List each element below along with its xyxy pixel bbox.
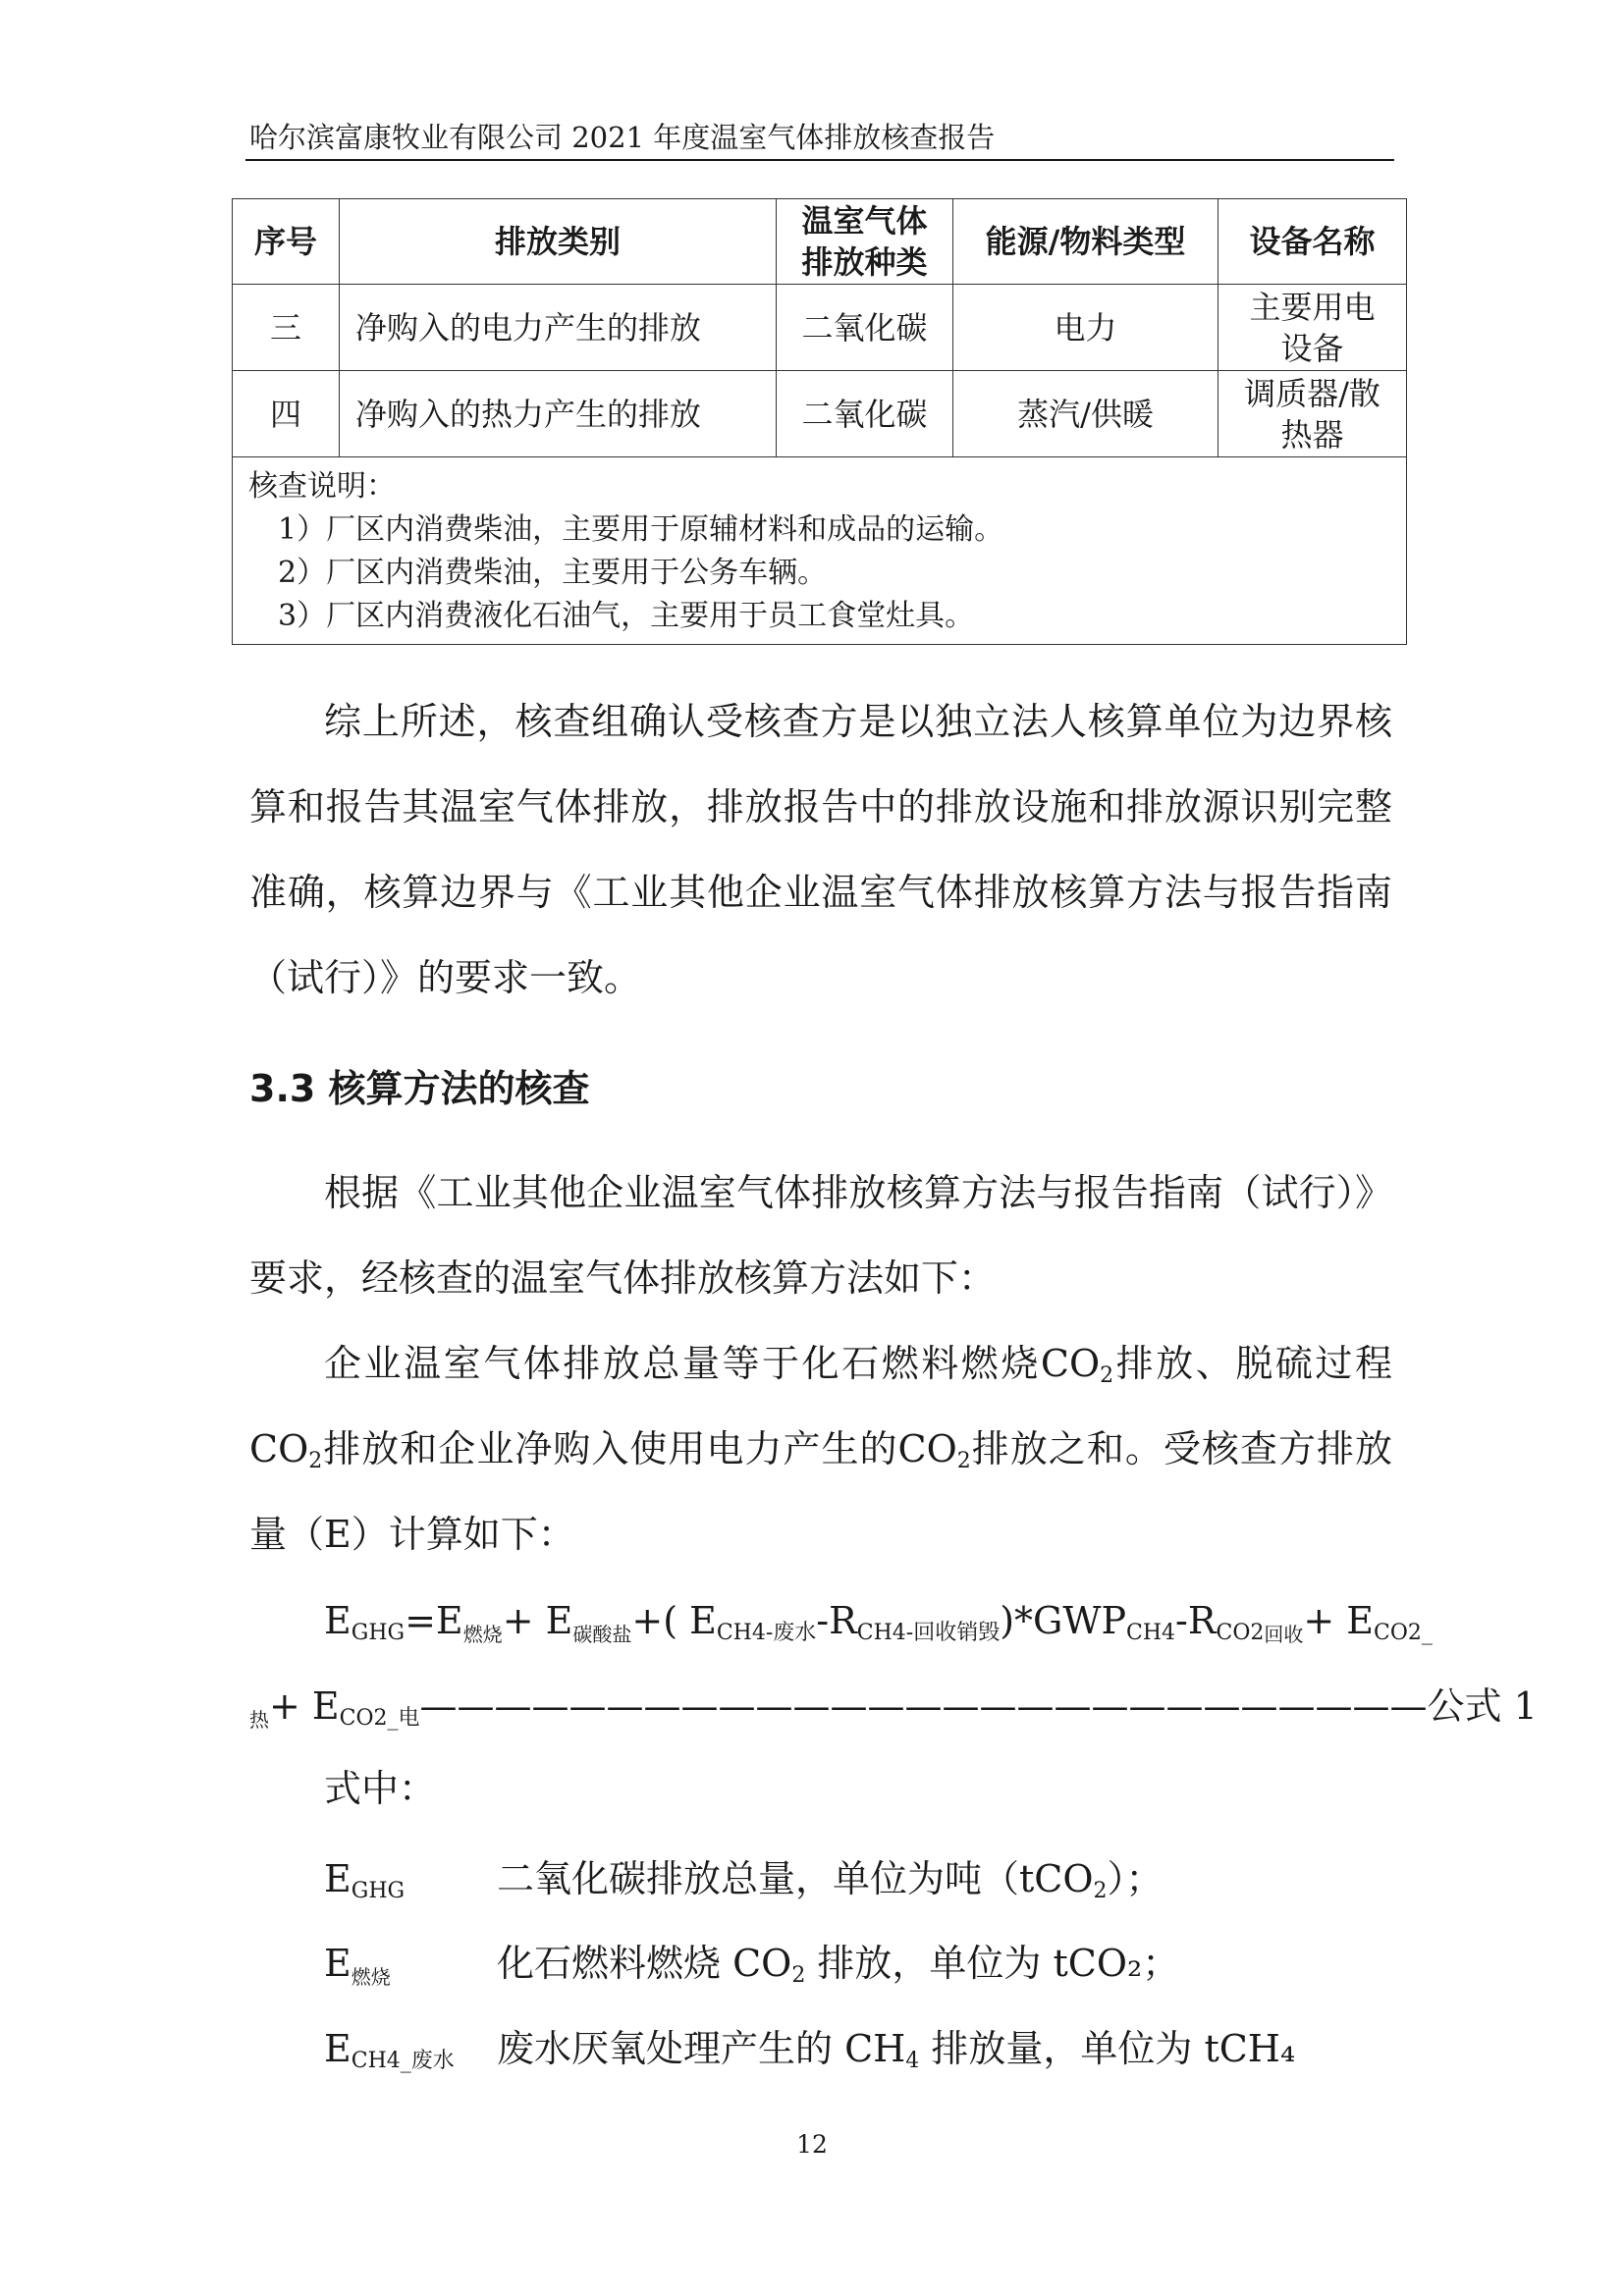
formula-line-1: $E_{GHG}=E_{燃烧}+ E_{碳酸盐}+$( $E_{CH4-废水}-R_{CH4-回收销毁})*GWP_{CH4}-R_{CO2回收}+ E_{CO2\_}$ xyxy=(324,1599,1433,1646)
definition-row: $E_{GHG}$ 二氧化碳排放总量，单位为吨（tCO$_2$）； xyxy=(324,1849,1164,1908)
total-intro-p2: 排放、脱硫过程 xyxy=(1113,1342,1392,1385)
notes-title: 核查说明： xyxy=(248,469,396,504)
definition-row: $E_{CH4\_废水}$ 废水厌氧处理产生的 $CH_4$ 排放量，单位为 tCH₄ xyxy=(324,2019,1295,2078)
subscript: 2 xyxy=(956,1449,971,1473)
definition-term: $E_{燃烧}$ xyxy=(324,1942,391,1989)
subscript: 2 xyxy=(1100,1363,1114,1388)
total-intro-p4: 排放之和。受核查方排放量（E）计算如下： xyxy=(249,1427,1392,1556)
cell-category: 净购入的电力产生的排放 xyxy=(340,285,777,371)
note-item: 2）厂区内消费柴油，主要用于公务车辆。 xyxy=(278,556,828,590)
definition-term: $E_{GHG}$ xyxy=(324,1857,406,1903)
col-header-no: 序号 xyxy=(233,199,340,285)
cell-equipment: 调质器/散热器 xyxy=(1218,371,1407,457)
col-header-category: 排放类别 xyxy=(340,199,777,285)
co2-text: CO xyxy=(249,1427,309,1470)
definition-row: $E_{燃烧}$ 化石燃料燃烧 $CO_2$ 排放，单位为 tCO₂； xyxy=(324,1934,1179,1993)
header-rule xyxy=(245,159,1394,161)
cell-category: 净购入的热力产生的排放 xyxy=(340,371,777,457)
method-intro-text: 根据《工业其他企业温室气体排放核算方法与报告指南（试行）》要求，经核查的温室气体排放核算方法如下： xyxy=(249,1171,1392,1300)
col-header-gas: 温室气体排放种类 xyxy=(777,199,953,285)
cell-no: 三 xyxy=(233,285,340,371)
emission-sources-table xyxy=(232,198,1407,645)
table-row xyxy=(233,371,1407,457)
cell-gas: 二氧化碳 xyxy=(777,371,953,457)
subscript: 2 xyxy=(308,1449,323,1473)
note-item: 1）厂区内消费柴油，主要用于原辅材料和成品的运输。 xyxy=(278,512,1004,547)
verification-notes xyxy=(233,457,1407,645)
formula-dash: ——————————————————————————— xyxy=(419,1684,1428,1728)
co2-text: CO xyxy=(897,1427,957,1470)
method-intro-paragraph xyxy=(249,1150,1392,1321)
cell-no: 四 xyxy=(233,371,340,457)
where-label: 式中： xyxy=(324,1767,437,1810)
note-item: 3）厂区内消费液化石油气，主要用于员工食堂灶具。 xyxy=(278,599,975,633)
cell-gas: 二氧化碳 xyxy=(777,285,953,371)
section-title: 3.3 核算方法的核查 xyxy=(249,1067,590,1110)
co2-text: CO xyxy=(1040,1342,1101,1385)
page-number: 12 xyxy=(796,2130,828,2159)
cell-energy: 蒸汽/供暖 xyxy=(953,371,1218,457)
formula-label: 公式 1 xyxy=(1427,1684,1538,1728)
table-row xyxy=(233,285,1407,371)
cell-energy: 电力 xyxy=(953,285,1218,371)
col-header-equipment: 设备名称 xyxy=(1218,199,1407,285)
total-intro-paragraph xyxy=(249,1321,1392,1577)
formula-line-2: $_热+ E_{CO2\_电}———————————————————————————$公式 1 xyxy=(249,1684,1538,1732)
cell-equipment: 主要用电设备 xyxy=(1218,285,1407,371)
col-header-energy: 能源/物料类型 xyxy=(953,199,1218,285)
summary-paragraph xyxy=(249,679,1392,1021)
definition-term: $E_{CH4\_废水}$ xyxy=(324,2027,455,2073)
total-intro-p1: 企业温室气体排放总量等于化石燃料燃烧 xyxy=(324,1342,1041,1385)
page-header: 哈尔滨富康牧业有限公司 2021 年度温室气体排放核查报告 xyxy=(249,121,996,154)
total-intro-p3: 排放和企业净购入使用电力产生的 xyxy=(322,1427,898,1470)
summary-text: 综上所述，核查组确认受核查方是以独立法人核算单位为边界核算和报告其温室气体排放，排放报告中的排放设施和排放源识别完整准确，核算边界与《工业其他企业温室气体排放核算方法与报告指南（试行）》的要求一致。 xyxy=(249,700,1392,999)
